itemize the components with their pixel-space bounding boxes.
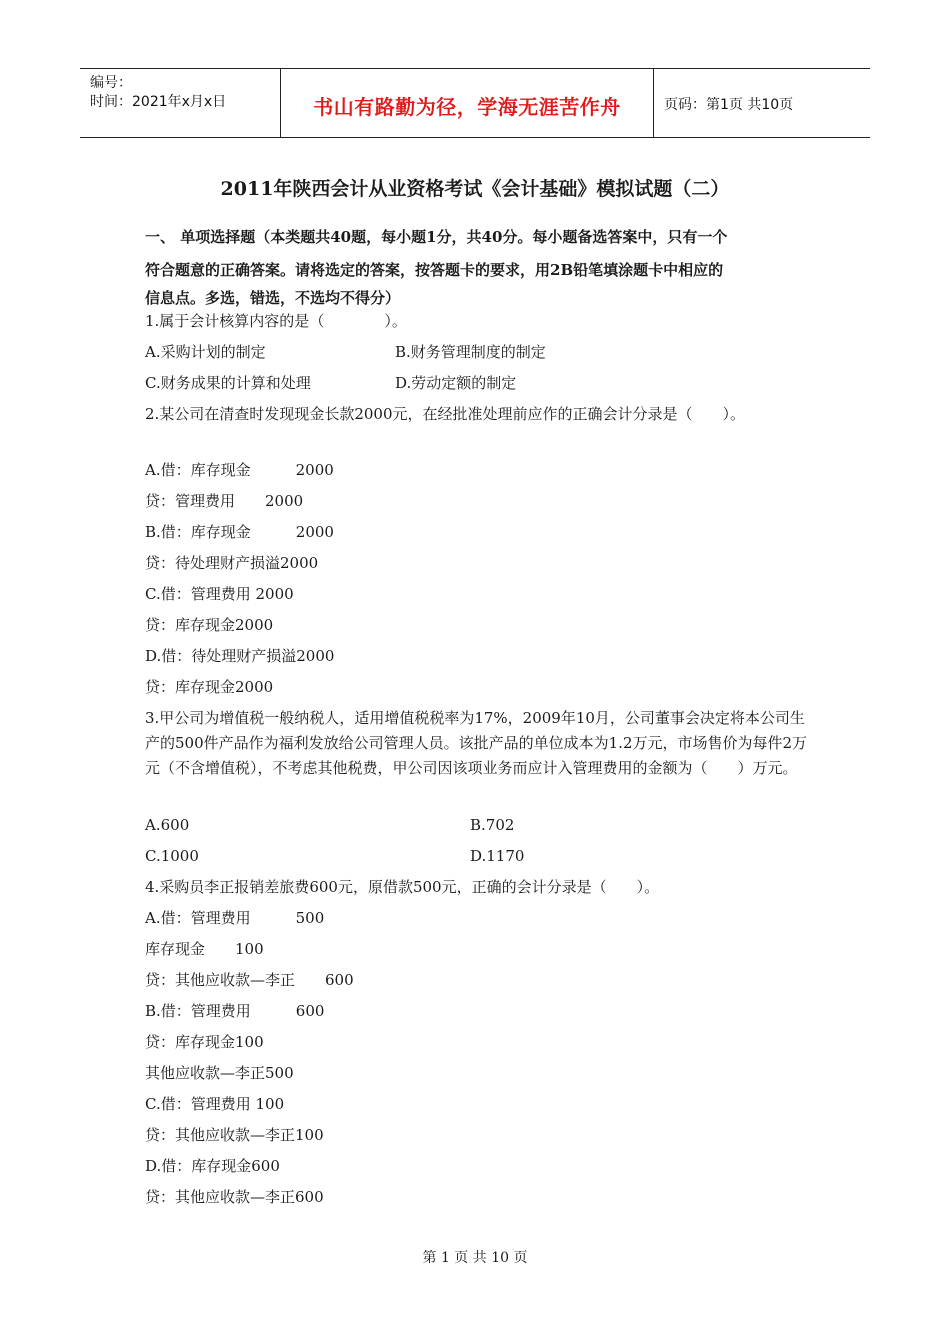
q2-line: 贷：库存现金2000 [145, 616, 274, 634]
section-heading-line3: 信息点。多选，错选，不选均不得分） [145, 289, 401, 307]
q2-line: D.借：待处理财产损溢2000 [145, 647, 335, 665]
q1-option-c: C.财务成果的计算和处理 [145, 374, 311, 392]
q4-line: 其他应收款—李正500 [145, 1064, 294, 1082]
q4-line: 库存现金 100 [145, 940, 264, 958]
q2-line: C.借：管理费用 2000 [145, 585, 294, 603]
q1-option-b: B.财务管理制度的制定 [395, 343, 546, 361]
q2-line: A.借：库存现金 2000 [145, 461, 334, 479]
q2-line: B.借：库存现金 2000 [145, 523, 334, 541]
page-header [80, 68, 870, 138]
q4-line: D.借：库存现金600 [145, 1157, 280, 1175]
q3-option-c: C.1000 [145, 847, 199, 865]
q2-stem: 2.某公司在清查时发现现金长款2000元，在经批准处理前应作的正确会计分录是（ ）。 [145, 405, 745, 423]
q4-stem: 4.采购员李正报销差旅费600元，原借款500元，正确的会计分录是（ ）。 [145, 878, 660, 896]
q3-stem: 3.甲公司为增值税一般纳税人，适用增值税税率为17%，2009年10月，公司董事会决定将本公司生产的500件产品作为福利发放给公司管理人员。该批产品的单位成本为1.2万元，市场售价为每件2万元（不含增值税），不考虑其他税费，甲公司因该项业务而应计入管理费用的金额为（ ）万元。 [145, 709, 808, 777]
motto-text: 书山有路勤为径，学海无涯苦作舟 [313, 95, 621, 119]
q4-line: 贷：其他应收款—李正 600 [145, 971, 354, 989]
header-motto-cell [281, 69, 654, 137]
q3-option-b: B.702 [470, 816, 515, 834]
page-footer: 第 1 页 共 10 页 [422, 1250, 528, 1266]
q4-line: 贷：其他应收款—李正100 [145, 1126, 324, 1144]
q4-line: B.借：管理费用 600 [145, 1002, 325, 1020]
q4-line: 贷：其他应收款—李正600 [145, 1188, 324, 1206]
q3-option-d: D.1170 [470, 847, 525, 865]
q4-line: A.借：管理费用 500 [145, 909, 325, 927]
page-info: 页码：第1页 共10页 [664, 97, 794, 113]
header-meta-cell [80, 69, 281, 137]
q4-line: C.借：管理费用 100 [145, 1095, 285, 1113]
q1-option-a: A.采购计划的制定 [145, 343, 266, 361]
document-title: 2011年陕西会计从业资格考试《会计基础》模拟试题（二） [220, 178, 730, 200]
section-heading-line1: 一、 单项选择题（本类题共40题，每小题1分，共40分。每小题备选答案中，只有一个 [145, 228, 728, 246]
header-page-cell [654, 69, 870, 137]
q4-line: 贷：库存现金100 [145, 1033, 264, 1051]
date-label: 时间：2021年x月x日 [90, 94, 227, 110]
q2-line: 贷：库存现金2000 [145, 678, 274, 696]
q2-line: 贷：待处理财产损溢2000 [145, 554, 319, 572]
q3-option-a: A.600 [145, 816, 190, 834]
q2-line: 贷：管理费用 2000 [145, 492, 304, 510]
number-label: 编号： [90, 75, 132, 91]
q1-option-d: D.劳动定额的制定 [395, 374, 517, 392]
section-heading-line2: 符合题意的正确答案。请将选定的答案，按答题卡的要求，用2B铅笔填涂题卡中相应的 [145, 261, 724, 279]
q1-stem: 1.属于会计核算内容的是（ ）。 [145, 312, 407, 330]
